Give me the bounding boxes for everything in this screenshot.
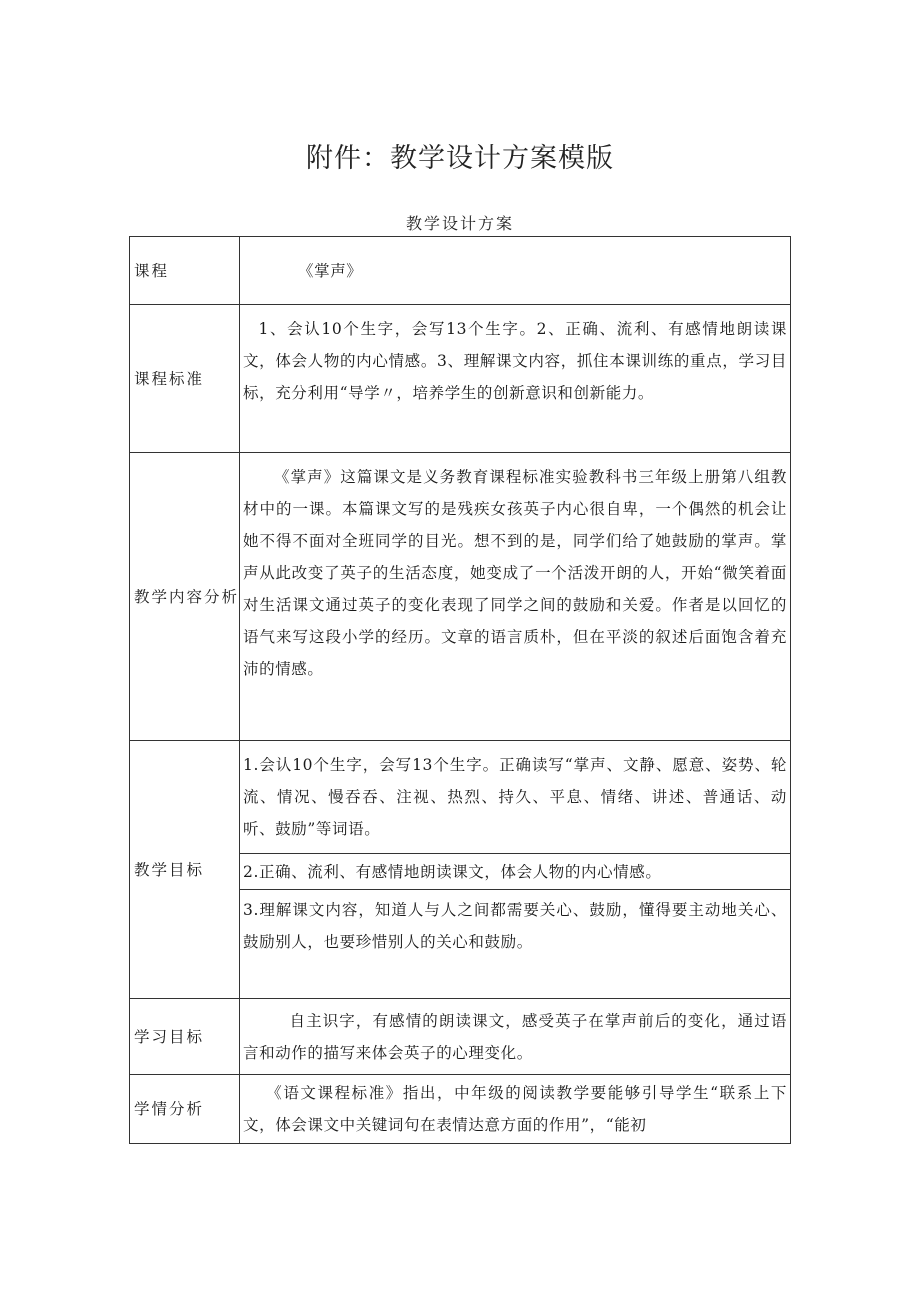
table-row-learning-goals <box>130 999 791 1075</box>
teaching-goal-1: 1.会认10个生字，会写13个生字。正确读写“掌声、文静、愿意、姿势、轮流、情况、慢吞吞、注视、热烈、持久、平息、情绪、讲述、普通话、动听、鼓励”等词语。 <box>243 756 787 838</box>
course-label: 课程 <box>130 237 240 305</box>
table-row-learner-analysis <box>130 1075 791 1144</box>
table-row-course <box>130 237 791 305</box>
lesson-plan-table <box>129 236 791 1144</box>
curriculum-standard-value: 1、会认10个生字，会写13个生字。2、正确、流利、有感情地朗读课文，体会人物的内心情感。3、理解课文内容，抓住本课训练的重点，学习目标，充分利用“导学〃，培养学生的创新意识和创新能力。 <box>243 320 787 402</box>
teaching-goals-label: 教学目标 <box>130 741 240 999</box>
table-row-teaching-goal-1 <box>130 741 791 854</box>
teaching-goal-3: 3.理解课文内容，知道人与人之间都需要关心、鼓励，懂得要主动地关心、鼓励别人，也要珍惜别人的关心和鼓励。 <box>243 901 787 951</box>
learning-goals-label: 学习目标 <box>130 999 240 1075</box>
learner-analysis-value: 《语文课程标准》指出，中年级的阅读教学要能够引导学生“联系上下文，体会课文中关键词句在表情达意方面的作用”，“能初 <box>243 1084 787 1134</box>
content-analysis-label: 教学内容分析 <box>130 453 240 741</box>
content-analysis-value: 《掌声》这篇课文是义务教育课程标准实验教科书三年级上册第八组教材中的一课。本篇课文写的是残疾女孩英子内心很自卑，一个偶然的机会让她不得不面对全班同学的目光。想不到的是，同学们给了她鼓励的掌声。掌声从此改变了英子的生活态度，她变成了一个活泼开朗的人，开始“微笑着面对生活课文通过英子的变化表现了同学之间的鼓励和关爱。作者是以回忆的语气来写这段小学的经历。文章的语言质朴，但在平淡的叙述后面饱含着充沛的情感。 <box>243 468 787 678</box>
learner-analysis-label: 学情分析 <box>130 1075 240 1144</box>
teaching-goal-2: 2.正确、流利、有感情地朗读课文，体会人物的内心情感。 <box>240 854 791 890</box>
table-caption: 教学设计方案 <box>405 214 514 233</box>
table-row-curriculum-standard <box>130 305 791 453</box>
course-value: 《掌声》 <box>240 237 791 305</box>
table-row-content-analysis <box>130 453 791 741</box>
page-title: 附件：教学设计方案模版 <box>306 143 614 174</box>
curriculum-standard-label: 课程标准 <box>130 305 240 453</box>
learning-goals-value: 自主识字，有感情的朗读课文，感受英子在掌声前后的变化，通过语言和动作的描写来体会英子的心理变化。 <box>243 1011 787 1062</box>
